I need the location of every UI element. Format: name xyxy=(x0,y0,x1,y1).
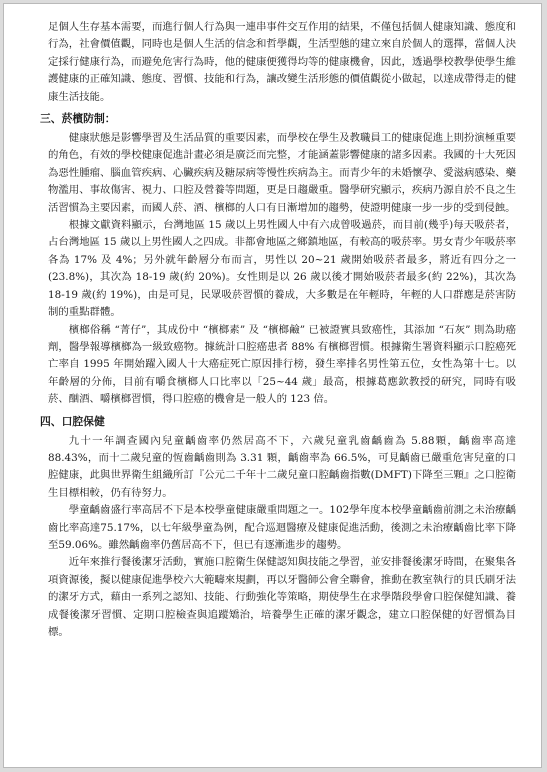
section-heading-tobacco-betel: 三、菸檳防制： xyxy=(40,112,116,126)
intro-paragraph: 足個人生存基本需要，而進行個人行為與一連串事件交互作用的結果，不僅包括個人健康知識、態度和行為，社會價值觀，同時也是個人生活的信念和哲學觀，生活型態的建立來自於個人的選擇，當個人決定採行健康行為，而避免危害行為時，他的健康便獲得均等的健康機會，因此，透過學校教學使學生維護健康的正確知識、態度、習慣、技能和行為，讓改變生活形態的價值觀從小做起，以達成帶得走的健康生活技能。 xyxy=(48,21,516,103)
paragraph: 根據文獻資料顯示，台灣地區 15 歲以上男性國人中有六成曾吸過菸，而目前(幾乎)每天吸菸者，占台灣地區 15 歲以上男性國人之四成。非都會地區之鄉鎮地區，有較高的吸菸率。男女青少年吸菸率各為 17% 及 4%；另外就年齡層分布而言，男性以 20~21 歲開始吸菸者最多，將近有四分之一(23.8%)，其次為 18-19 歲(約 20%)。女性則是以 26 歲以後才開始吸菸者最多(約 22%)，其次為 18-19 歲(約 19%)，由是可見，民眾吸菸習慣的養成，大多數是在年輕時，年輕的人口群應是菸害防制的重點群體。 xyxy=(48,219,516,319)
paragraph: 學童齲齒盛行率高居不下是本校學童健康嚴重問題之一。102學年度本校學童齲齒前測之未治療齲齒比率高達75.17%，以七年級學童為例，配合巡迴醫療及健康促進活動，後測之未治療齲齒比率下降至59.06%。雖然齲齒率仍舊居高不下，但已有逐漸進步的趨勢。 xyxy=(48,504,516,551)
section-heading-oral-health: 四、口腔保健 xyxy=(40,414,105,428)
paragraph: 健康狀態是影響學習及生活品質的重要因素，而學校在學生及教職員工的健康促進上則扮演極重要的角色，有效的學校健康促進計畫必須是廣泛而完整，才能涵蓋影響健康的諸多因素。我國的十大死因為惡性腫瘤、腦血管疾病、心臟疾病及糖尿病等慢性疾病為主。而青少年的未婚懷孕、愛滋病感染、藥物濫用、事故傷害、視力、口腔及營養等問題，更是日趨嚴重。醫學研究顯示，疾病乃源自於不良之生活習慣為主要因素，而國人菸、酒、檳榔的人口有日漸增加的趨勢，使證明健康一步一步的受到侵蝕。 xyxy=(48,132,516,214)
paragraph: 九十一年調查國內兒童齲齒率仍然居高不下，六歲兒童乳齒齲齒為 5.88顆，齲齒率高達 88.43%，而十二歲兒童的恆齒齲齒則為 3.31 顆，齲齒率為 66.5%，可見齲齒已嚴重危害兒童的口腔健康，此與世界衛生組織所訂『公元二千年十二歲兒童口腔齲齒指數(DMFT)下降至三顆』之口腔衛生目標相較，仍有待努力。 xyxy=(48,434,516,499)
paragraph: 近年來推行餐後潔牙活動，實施口腔衛生保健認知與技能之學習，並安排餐後潔牙時間，在聚集各項資源後，擬以健康促進學校六大範疇來規劃，再以牙醫師公會全聯會，推動在教室執行的貝氏刷牙法的潔牙方式，藉由一系列之認知、技能、行動強化等策略，期使學生在求學階段學會口腔保健知識、養成餐後潔牙習慣、定期口腔檢查與追蹤矯治，培養學生正確的潔牙觀念，建立口腔保健的好習慣為目標。 xyxy=(48,556,516,638)
document-page xyxy=(3,3,542,768)
paragraph: 檳榔俗稱 “菁仔”，其成份中 “檳榔素” 及 “檳榔鹼” 已被證實具致癌性，其添加 “石灰” 則為助癌劑，醫學報導檳榔為一級致癌物。據統計口腔癌患者 88% 有檳榔習慣。根據衛生署資料顯示口腔癌死亡率自 1995 年開始躍入國人十大癌症死亡原因排行榜，發生率排名男性第五位，女性為第十七。以年齡層的分佈，目前有嚼食檳榔人口比率以「25~44 歲」最高，根據葛應欽教授的研究，同時有吸菸、酗酒、嚼檳榔習慣，得口腔癌的機會是一般人的 123 倍。 xyxy=(48,323,516,406)
document-body xyxy=(40,19,516,641)
